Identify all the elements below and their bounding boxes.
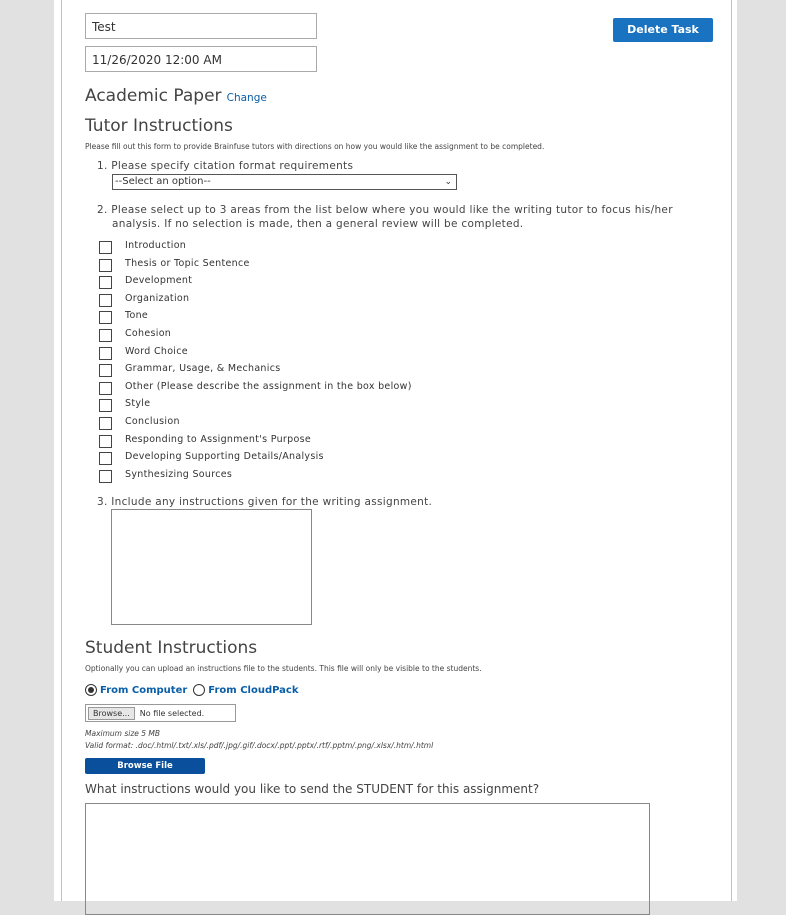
browse-file-button[interactable]: Browse File	[85, 758, 205, 774]
area-checkbox[interactable]	[99, 241, 112, 254]
max-size: Maximum size 5 MB	[85, 729, 161, 738]
area-checkbox[interactable]	[99, 399, 112, 412]
question-3: 3. Include any instructions given for the writing assignment.	[97, 496, 433, 508]
task-date-input[interactable]: 11/26/2020 12:00 AM	[85, 46, 317, 72]
tutor-instructions-heading: Tutor Instructions	[85, 116, 233, 136]
question-2-line1: 2. Please select up to 3 areas from the list below where you would like the writing tutor to focus his/her	[97, 204, 673, 216]
area-label[interactable]: Developing Supporting Details/Analysis	[125, 451, 324, 463]
area-label[interactable]: Other (Please describe the assignment in the box below)	[125, 380, 412, 392]
browse-button[interactable]: Browse...	[88, 707, 135, 720]
area-checkbox[interactable]	[99, 364, 112, 377]
area-label[interactable]: Thesis or Topic Sentence	[125, 257, 250, 269]
tutor-instructions-textarea[interactable]	[111, 509, 312, 625]
student-instructions-heading: Student Instructions	[85, 638, 258, 658]
area-checkbox[interactable]	[99, 435, 112, 448]
student-instructions-textarea[interactable]	[85, 803, 650, 915]
from-computer-label[interactable]: From Computer	[100, 684, 188, 696]
area-checkbox[interactable]	[99, 276, 112, 289]
area-label[interactable]: Grammar, Usage, & Mechanics	[125, 363, 281, 375]
area-label[interactable]: Responding to Assignment's Purpose	[125, 433, 311, 445]
select-value: --Select an option--	[115, 176, 211, 187]
area-checkbox[interactable]	[99, 347, 112, 360]
delete-task-button[interactable]: Delete Task	[613, 18, 713, 42]
area-checkbox[interactable]	[99, 329, 112, 342]
assignment-type: Academic Paper	[85, 86, 222, 106]
area-label[interactable]: Tone	[125, 310, 149, 322]
student-question: What instructions would you like to send the STUDENT for this assignment?	[85, 782, 540, 796]
area-label[interactable]: Introduction	[125, 240, 187, 251]
area-checkbox[interactable]	[99, 382, 112, 395]
area-label[interactable]: Style	[125, 398, 151, 410]
citation-format-select[interactable]	[112, 174, 457, 190]
valid-format: Valid format: .doc/.html/.txt/.xls/.pdf/.jpg/.gif/.docx/.ppt/.pptx/.rtf/.pptm/.png/.xlsx/.htm/.html	[85, 741, 434, 750]
area-label[interactable]: Synthesizing Sources	[125, 468, 233, 480]
file-input[interactable]	[85, 704, 236, 722]
area-label[interactable]: Conclusion	[125, 416, 180, 427]
area-checkbox[interactable]	[99, 452, 112, 465]
area-checkbox[interactable]	[99, 470, 112, 483]
area-checkbox[interactable]	[99, 417, 112, 430]
from-cloudpack-label[interactable]: From CloudPack	[208, 684, 299, 696]
area-label[interactable]: Organization	[125, 292, 190, 304]
area-label[interactable]: Development	[125, 275, 193, 287]
chevron-down-icon: ⌄	[444, 177, 452, 187]
file-status: No file selected.	[139, 708, 205, 718]
question-1: 1. Please specify citation format requirements	[97, 160, 354, 172]
tutor-intro: Please fill out this form to provide Brainfuse tutors with directions on how you would like the assignment to be completed.	[85, 142, 545, 151]
question-2-line2: analysis. If no selection is made, then a general review will be completed.	[112, 218, 524, 230]
area-label[interactable]: Word Choice	[125, 345, 188, 357]
from-computer-radio[interactable]	[85, 684, 97, 696]
student-intro: Optionally you can upload an instructions file to the students. This file will only be visible to the students.	[85, 664, 482, 673]
area-checkbox[interactable]	[99, 294, 112, 307]
area-checkbox[interactable]	[99, 259, 112, 272]
area-checkbox[interactable]	[99, 311, 112, 324]
change-link[interactable]: Change	[226, 92, 267, 104]
task-name-input[interactable]: Test	[85, 13, 317, 39]
area-label[interactable]: Cohesion	[125, 328, 172, 339]
from-cloudpack-radio[interactable]	[193, 684, 205, 696]
